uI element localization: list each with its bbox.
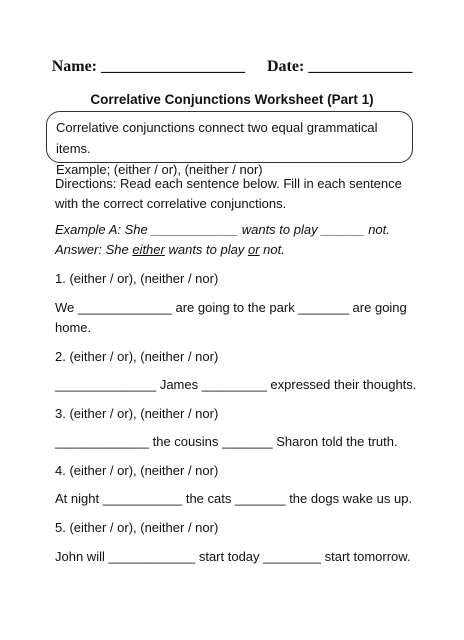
question-3-prompt: 3. (either / or), (neither / nor) (55, 406, 219, 421)
question-1-sentence-cont: home. (55, 320, 92, 335)
question-3-sentence: _____________ the cousins _______ Sharon told the truth. (55, 434, 398, 449)
question-2-prompt: 2. (either / or), (neither / nor) (55, 349, 219, 364)
definition-box (46, 111, 413, 177)
question-1-prompt: 1. (either / or), (neither / nor) (55, 271, 219, 286)
question-1-sentence: We _____________ are going to the park _______ are going (55, 300, 407, 315)
answer-word-either: either (132, 242, 165, 257)
question-5-sentence: John will ____________ start today ________ start tomorrow. (55, 549, 411, 564)
example-question: Example A: She ____________ wants to play ______ not. (55, 222, 390, 237)
question-5-prompt: 5. (either / or), (neither / nor) (55, 520, 219, 535)
example-answer: Answer: She either wants to play or not. (55, 242, 285, 257)
question-4-sentence: At night ___________ the cats _______ the dogs wake us up. (55, 491, 413, 506)
definition-text: Correlative conjunctions connect two equal grammatical items. (56, 120, 378, 156)
definition-example: Example; (either / or), (neither / nor) (56, 162, 263, 177)
worksheet-title: Correlative Conjunctions Worksheet (Part 1) (90, 92, 374, 107)
answer-word-or: or (247, 242, 260, 257)
directions-line-1: Directions: Read each sentence below. Fill in each sentence (55, 176, 402, 191)
date-field: Date: _____________ (267, 58, 413, 75)
directions-line-2: with the correct correlative conjunctions. (55, 196, 287, 211)
question-2-sentence: ______________ James _________ expressed their thoughts. (55, 377, 417, 392)
question-4-prompt: 4. (either / or), (neither / nor) (55, 463, 219, 478)
worksheet-header (0, 58, 464, 76)
name-field: Name: __________________ (51, 58, 245, 75)
